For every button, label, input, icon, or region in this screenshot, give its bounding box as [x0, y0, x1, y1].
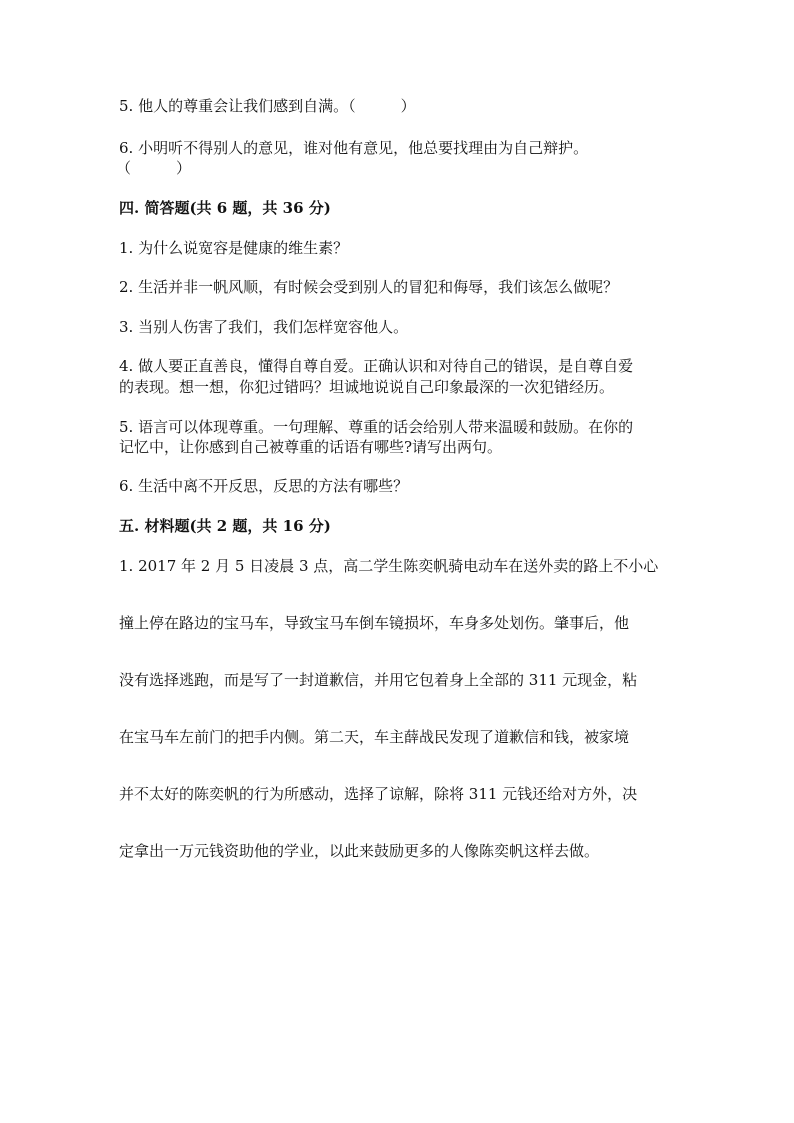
short-answer-q3: 3. 当别人伤害了我们，我们怎样宽容他人。	[119, 318, 409, 336]
material-line-3: 没有选择逃跑，而是写了一封道歉信，并用它包着身上全部的 311 元现金，粘	[119, 671, 638, 689]
judgment-item-5: 5. 他人的尊重会让我们感到自满。（ ）	[119, 97, 416, 115]
section-4-heading: 四. 简答题(共 6 题，共 36 分)	[119, 199, 331, 217]
material-line-4: 在宝马车左前门的把手内侧。第二天，车主薛战民发现了道歉信和钱，被家境	[119, 728, 630, 746]
short-answer-q1: 1. 为什么说宽容是健康的维生素？	[119, 239, 349, 257]
judgment-item-6: 6. 小明听不得别人的意见，谁对他有意见，他总要找理由为自己辩护。	[119, 139, 589, 157]
section-5-heading: 五. 材料题(共 2 题，共 16 分)	[119, 517, 331, 535]
short-answer-q6: 6. 生活中离不开反思，反思的方法有哪些？	[119, 477, 409, 495]
material-line-1: 1. 2017 年 2 月 5 日凌晨 3 点，高二学生陈奕帆骑电动车在送外卖的路上不小心	[119, 557, 659, 575]
material-line-2: 撞上停在路边的宝马车，导致宝马车倒车镜损坏，车身多处划伤。肇事后，他	[119, 614, 630, 632]
short-answer-q5-line1: 5. 语言可以体现尊重。一句理解、尊重的话会给别人带来温暖和鼓励。在你的	[119, 418, 634, 436]
short-answer-q2: 2. 生活并非一帆风顺，有时候会受到别人的冒犯和侮辱，我们该怎么做呢？	[119, 278, 619, 296]
short-answer-q4-line2: 的表现。想一想，你犯过错吗？坦诚地说说自己印象最深的一次犯错经历。	[119, 378, 615, 396]
judgment-item-6-answer-blank: （ ）	[116, 159, 192, 177]
short-answer-q4-line1: 4. 做人要正直善良，懂得自尊自爱。正确认识和对待自己的错误，是自尊自爱	[119, 357, 634, 375]
material-line-6: 定拿出一万元钱资助他的学业，以此来鼓励更多的人像陈奕帆这样去做。	[119, 842, 600, 860]
short-answer-q5-line2: 记忆中，让你感到自己被尊重的话语有哪些?请写出两句。	[119, 438, 503, 456]
material-line-5: 并不太好的陈奕帆的行为所感动，选择了谅解，除将 311 元钱还给对方外，决	[119, 785, 638, 803]
